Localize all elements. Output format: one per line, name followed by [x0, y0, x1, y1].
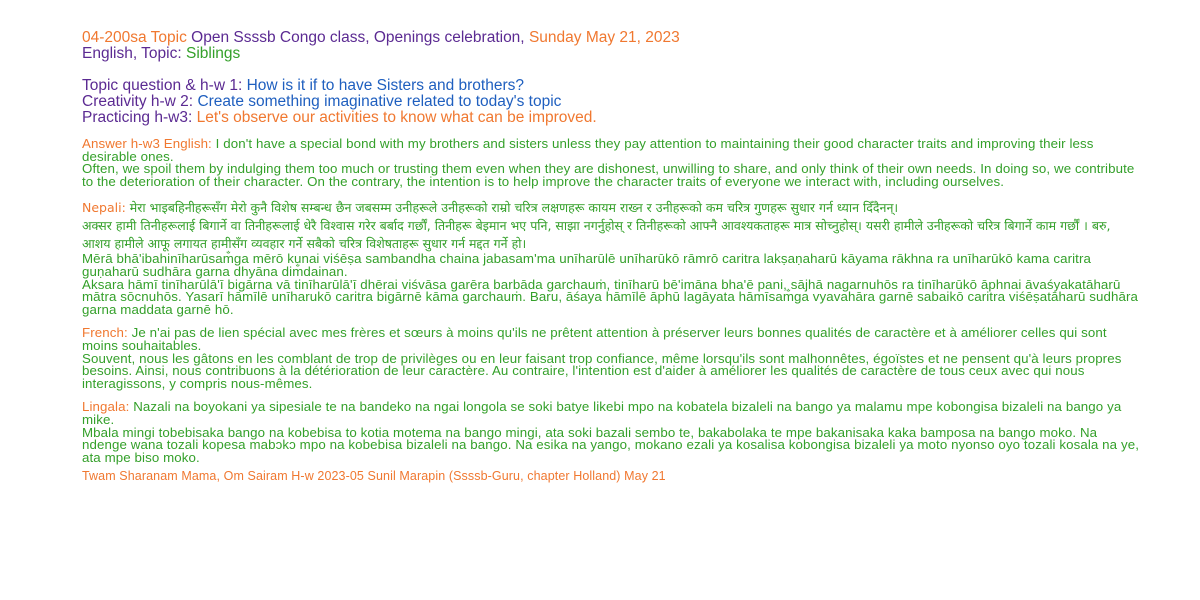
- header-line-2: [82, 46, 1200, 62]
- english-paragraph-2: Often, we spoil them by indulging them too much or trusting them even when they are dishonest, unwilling to share, and only think of their own needs. In doing so, we contribute to the deterioration of their character. On the contrary, the intention is to help improve the character traits of everyone we interact with, including ourselves.: [82, 161, 1135, 189]
- lingala-paragraph-1: Nazali na boyokani ya sipesiale te na bandeko na ngai longola se soki batye likebi mpo na kobatela bizaleli na bango ya malamu mpe kobongisa bizaleli na bango ya mike.: [82, 399, 1122, 427]
- hw2-label: Creativity h-w 2:: [82, 93, 194, 110]
- nepali-paragraph-2: अक्सर हामी तिनीहरूलाई बिगार्ने वा तिनीहरूलाई धेरै विश्वास गरेर बर्बाद गर्छौं, तिनीहरू बेइमान भए पनि, साझा नगर्नुहोस् र तिनीहरूको आफ्नै आवश्यकताहरू मात्र सोच्नुहोस्। यसरी हामीले उनीहरूको चरित्र बिगार्ने काम गर्छौं । बरु, आशय हामीले आफू लगायत हामीसँग व्यवहार गर्ने सबैको चरित्र विशेषताहरू सुधार गर्न मद्दत गर्ने हो।: [82, 218, 1111, 252]
- nepali-transliteration: [82, 253, 1142, 316]
- header-line-1: [82, 30, 1200, 46]
- homework-3: [82, 110, 1200, 126]
- homework-1: [82, 78, 1200, 94]
- hw3-label: Practicing h-w3:: [82, 109, 193, 126]
- nepali-transliteration-2: Aksara hāmī tinīharūlā'ī bigārna vā tinīharūlā'ī dhērai viśvāsa garēra barbāda garchauṁ, tinīharū bē'imāna bha'ē pani, sājhā nagarnuhōs ra tinīharūkō āphnai āvaśyakatāharū mātra sōcnuhōs. Yasarī hāmīlē unīharukō caritra bigārnē kāma garchauṁ. Baru, āśaya hāmīlē āphū lagāyata hāmīsam̐ga vyavahāra garnē sabaikō caritra viśēṣatāharū sudhāra garna maddata garnē hō.: [82, 276, 1139, 317]
- footer-signature: Twam Sharanam Mama, Om Sairam H-w 2023-05 Sunil Marapin (Ssssb-Guru, chapter Holland) May 21: [82, 469, 666, 484]
- lingala-label: Lingala:: [82, 399, 130, 415]
- hw1-label: Topic question & h-w 1:: [82, 77, 243, 94]
- hw3-text: Let's observe our activities to know what can be improved.: [196, 109, 597, 126]
- language-label: English, Topic:: [82, 45, 182, 62]
- class-title: Open Ssssb Congo class, Openings celebration,: [191, 29, 525, 46]
- english-label: Answer h-w3 English:: [82, 136, 212, 151]
- nepali-paragraph-1: मेरा भाइबहिनीहरूसँग मेरो कुनै विशेष सम्बन्ध छैन जबसम्म उनीहरूले उनीहरूको राम्रो चरित्र लक्षणहरू कायम राख्न र उनीहरूको कम चरित्र गुणहरू सुधार गर्न ध्यान दिँदैनन्।: [129, 200, 899, 216]
- english-paragraph-1: I don't have a special bond with my brothers and sisters unless they pay attention to maintaining their good character traits and improving their less desirable ones.: [82, 136, 1094, 164]
- hw1-text: How is it if to have Sisters and brothers?: [246, 77, 524, 94]
- homework-2: [82, 94, 1200, 110]
- nepali-answer: [82, 199, 1142, 253]
- hw2-text: Create something imaginative related to today's topic: [197, 93, 562, 110]
- french-label: French:: [82, 325, 128, 341]
- nepali-transliteration-1: Mērā bhā'ibahinīharūsam̐ga mērō kunai viśēṣa sambandha chaina jabasam'ma unīharūlē unīharūkō rāmrō caritra lakṣaṇaharū kāyama rākhna ra unīharūkō kama caritra guṇaharū sudhāra garna dhyāna dim̐dainan.: [82, 251, 1091, 279]
- class-date: Sunday May 21, 2023: [528, 29, 680, 46]
- french-paragraph-2: Souvent, nous les gâtons en les comblant de trop de privilèges ou en leur faisant trop confiance, même lorsqu'ils sont malhonnêtes, égoïstes et ne pensent qu'à leurs propres besoins. Ainsi, nous contribuons à la détérioration de leur caractère. Au contraire, l'intention est d'aider à améliorer les qualités de caractère de tous ceux avec qui nous interagissons, y compris nous-mêmes.: [82, 350, 1122, 391]
- english-answer: [82, 138, 1142, 188]
- french-answer: [82, 327, 1142, 390]
- topic-code: 04-200sa Topic: [82, 29, 187, 46]
- topic-name: Siblings: [185, 45, 241, 62]
- nepali-label: Nepali:: [82, 200, 126, 216]
- french-paragraph-1: Je n'ai pas de lien spécial avec mes frères et sœurs à moins qu'ils ne prêtent attention à préserver leurs bonnes qualités de caractère et à améliorer celles qui sont moins souhaitables.: [82, 325, 1107, 353]
- lingala-answer: [82, 401, 1142, 464]
- lingala-paragraph-2: Mbala mingi tobebisaka bango na kobebisa to kotia motema na bango mingi, ata soki bazali sembo te, bakabolaka te mpe bakanisaka kaka bamposa na bango moko. Na ndenge wana tozali kopesa mabɔkɔ mpo na kobebisa bizaleli na bango. Na esika na yango, mokano ezali ya kosalisa kobongisa bizaleli ya moto nyonso oyo tozali kosala na ye, ata mpe biso moko.: [82, 424, 1140, 465]
